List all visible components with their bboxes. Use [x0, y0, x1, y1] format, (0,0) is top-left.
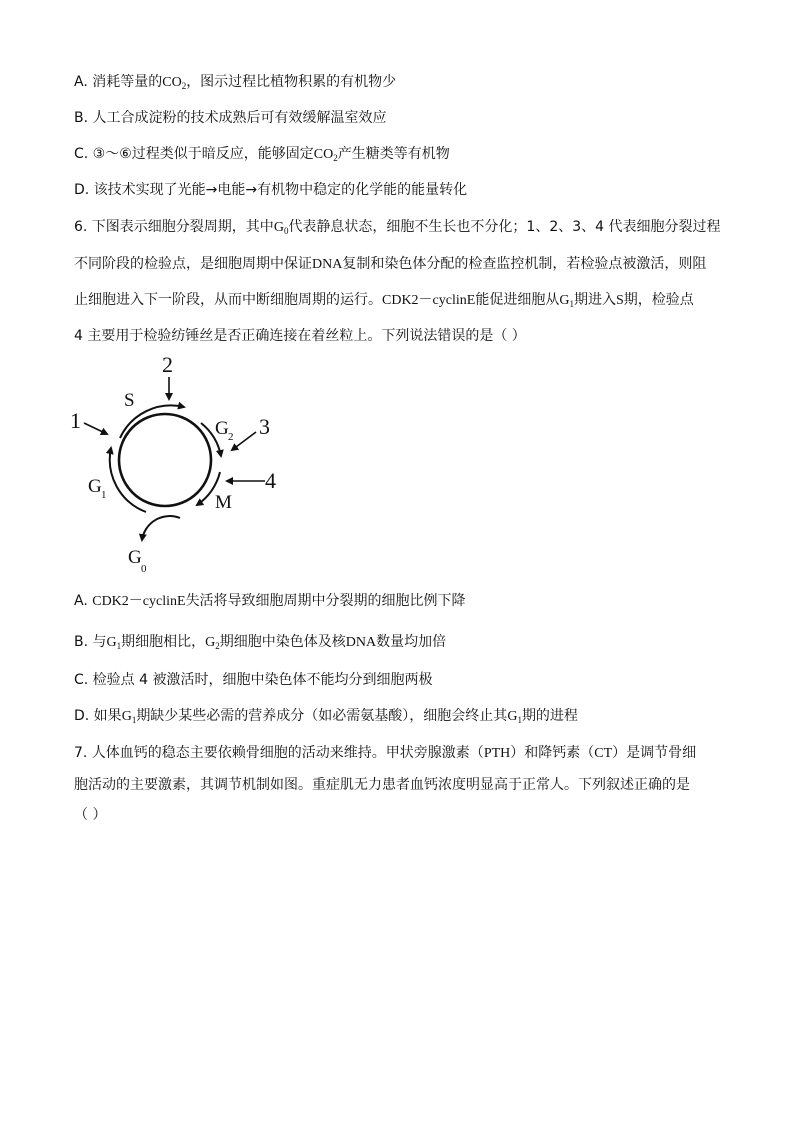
checkpoint-2-label: 2 [162, 352, 173, 377]
phase-s-label: S [124, 390, 135, 411]
cell-cycle-diagram [60, 348, 290, 578]
q5-option-d: D. 该技术实现了光能→电能→有机物中稳定的化学能的能量转化 [74, 182, 468, 198]
phase-g2-label: G [215, 418, 229, 439]
cell-cycle-circle [119, 414, 211, 506]
q6-option-b: B. 与$G_1$期细胞相比，$G_2$期细胞中染色体及核DNA数量均加倍 [74, 634, 447, 651]
checkpoint-1-arrow [84, 423, 107, 434]
checkpoint-3-label: 3 [259, 414, 270, 439]
q6-stem-line2: 不同阶段的检验点，是细胞周期中保证DNA复制和染色体分配的检查监控机制，若检验点被激活，则阻 [74, 256, 707, 272]
q7-stem-line2: 胞活动的主要激素，其调节机制如图。重症肌无力患者血钙浓度明显高于正常人。下列叙述正确的是 [74, 777, 690, 793]
checkpoint-4-label: 4 [265, 468, 276, 493]
phase-g1-sub: 1 [101, 489, 107, 501]
phase-m-label: M [215, 492, 232, 513]
arc-g1 [110, 448, 146, 512]
q6-option-a: A. CDK2－cyclinE失活将导致细胞周期中分裂期的细胞比例下降 [74, 593, 466, 609]
q6-stem-line4: 4 主要用于检验纺锤丝是否正确连接在着丝粒上。下列说法错误的是（ ） [74, 328, 526, 344]
arc-g0 [142, 516, 180, 540]
q6-stem-line1: 6. 下图表示细胞分裂周期，其中$G_0$代表静息状态，细胞不生长也不分化；1、2、3、4 代表细胞分裂过程 [74, 219, 721, 236]
phase-g0-sub: 0 [141, 563, 147, 575]
q6-option-c: C. 检验点 4 被激活时，细胞中染色体不能均分到细胞两极 [74, 672, 433, 688]
phase-g1-label: G [88, 476, 102, 497]
q6-option-d: D. 如果$G_1$期缺少某些必需的营养成分（如必需氨基酸），细胞会终止其$G_1$期的进程 [74, 708, 578, 725]
phase-g0-label: G [128, 547, 142, 568]
q5-option-b: B. 人工合成淀粉的技术成熟后可有效缓解温室效应 [74, 110, 387, 126]
checkpoint-1-label: 1 [70, 408, 81, 433]
q7-stem-line1: 7. 人体血钙的稳态主要依赖骨细胞的活动来维持。甲状旁腺激素（PTH）和降钙素（CT）是调节骨细 [74, 745, 697, 761]
checkpoint-3-arrow [232, 432, 256, 450]
q5-option-c: C. ③～⑥过程类似于暗反应，能够固定$CO_2$产生糖类等有机物 [74, 146, 450, 163]
q5-option-a: A. 消耗等量的$CO_2$，图示过程比植物积累的有机物少 [74, 74, 397, 91]
phase-g2-sub: 2 [228, 431, 234, 443]
q7-stem-line3: （ ） [74, 807, 107, 823]
q6-stem-line3: 止细胞进入下一阶段，从而中断细胞周期的运行。CDK2－cyclinE能促进细胞从$G_1$期进入S期，检验点 [74, 292, 694, 309]
